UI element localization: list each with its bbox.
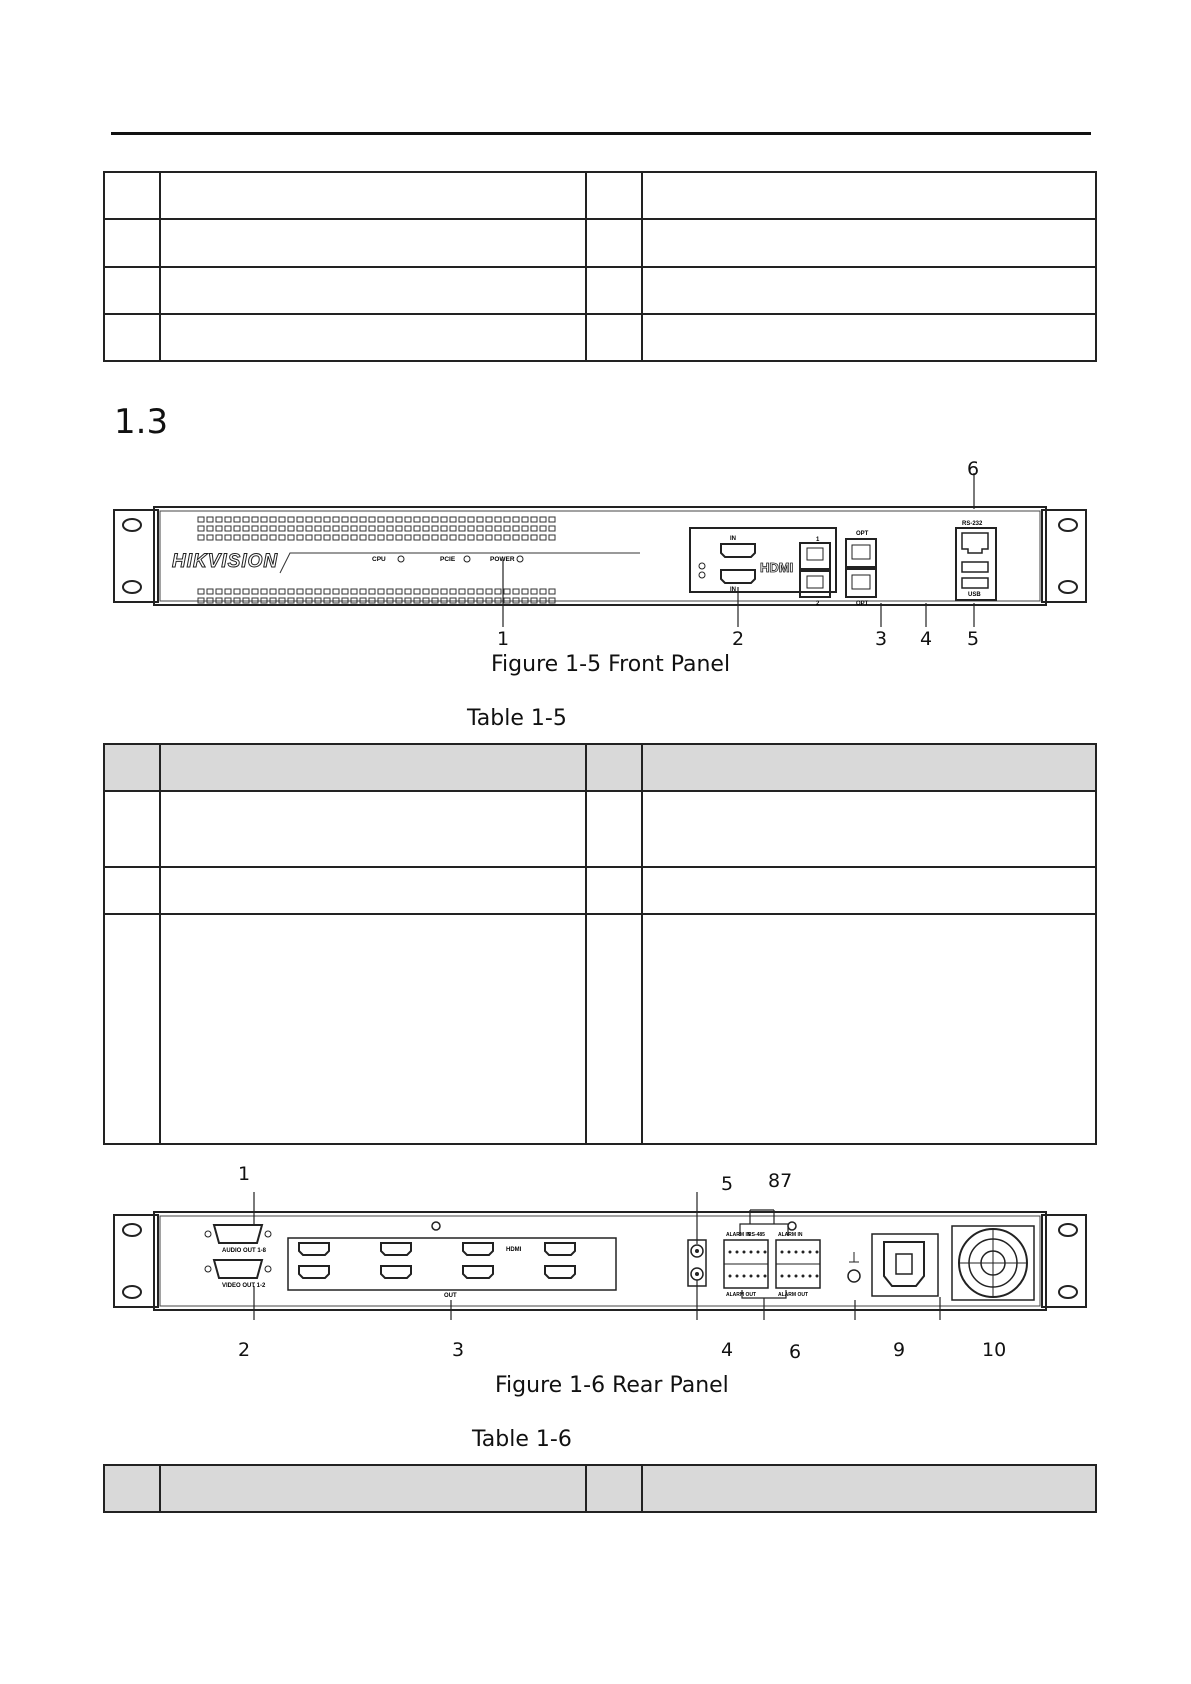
opt-top-label: OPT xyxy=(856,531,869,537)
hdmi-in-port-icon xyxy=(721,570,755,583)
optical-port-icon xyxy=(846,569,876,597)
figure-1-6-caption: Figure 1-6 Rear Panel xyxy=(495,1373,729,1398)
rear-callout-5: 5 xyxy=(721,1173,734,1195)
audio-out-label: AUDIO OUT 1-8 xyxy=(222,1248,267,1254)
alarm-in-label: ALARM IN xyxy=(726,1232,751,1238)
video-db-connector-icon xyxy=(214,1260,262,1278)
rear-hdmi-logo: HDMI xyxy=(506,1247,522,1253)
hdmi-out-port-icon xyxy=(545,1266,575,1278)
table-continued xyxy=(103,171,1097,362)
brand-logo: HIKVISION xyxy=(172,551,279,572)
rear-callout-87: 87 xyxy=(768,1170,793,1192)
hdmi-out-port-icon xyxy=(545,1243,575,1255)
table-1-6-caption: Table 1-6 xyxy=(472,1427,572,1452)
front-callout-4: 4 xyxy=(920,628,933,650)
eth-bottom-label: 2 xyxy=(816,601,820,607)
pcie-led-icon xyxy=(464,556,470,562)
cpu-led-label: CPU xyxy=(372,556,386,563)
hdmi-in-top-label: IN xyxy=(730,536,736,542)
rear-callout-9: 9 xyxy=(893,1339,906,1361)
table-header-row xyxy=(104,744,1096,791)
usb-label: USB xyxy=(968,592,981,598)
header-rule xyxy=(111,132,1091,135)
hdmi-out-port-icon xyxy=(463,1243,493,1255)
rear-callout-10: 10 xyxy=(982,1339,1007,1361)
optical-port-icon xyxy=(846,539,876,567)
video-out-label: VIDEO OUT 1-2 xyxy=(222,1283,266,1289)
rear-callout-1: 1 xyxy=(238,1163,251,1185)
table-row xyxy=(104,314,1096,361)
rear-callout-6: 6 xyxy=(789,1341,802,1363)
pcie-led-label: PCIE xyxy=(440,556,456,563)
ethernet-port-icon xyxy=(800,571,830,597)
front-callout-5: 5 xyxy=(967,628,980,650)
hdmi-in-port-icon xyxy=(721,544,755,557)
front-callout-6: 6 xyxy=(967,458,980,480)
power-inlet-icon xyxy=(884,1242,924,1286)
power-led-icon xyxy=(517,556,523,562)
table-1-6 xyxy=(103,1464,1097,1513)
hdmi-out-port-icon xyxy=(299,1243,329,1255)
table-header-row xyxy=(104,1465,1096,1512)
alarm-in-label-2: ALARM IN xyxy=(778,1232,803,1238)
power-led-label: POWER xyxy=(490,556,515,563)
rs485-label: RS-485 xyxy=(748,1232,765,1238)
ground-screw-icon xyxy=(848,1270,860,1282)
front-callout-3: 3 xyxy=(875,628,888,650)
rear-callout-3: 3 xyxy=(452,1339,465,1361)
table-row xyxy=(104,219,1096,267)
hdmi-out-port-icon xyxy=(381,1243,411,1255)
table-1-5-caption: Table 1-5 xyxy=(467,706,567,731)
hdmi-out-label: OUT xyxy=(444,1293,457,1299)
rs232-label: RS-232 xyxy=(962,521,983,527)
front-callout-1: 1 xyxy=(497,628,510,650)
hdmi-out-port-icon xyxy=(381,1266,411,1278)
ethernet-port-icon xyxy=(800,543,830,569)
opt-bottom-label: OPT xyxy=(856,601,869,607)
section-number: 1.3 xyxy=(114,402,169,442)
hdmi-out-port-icon xyxy=(463,1266,493,1278)
front-panel-figure xyxy=(110,455,1090,655)
hdmi-out-port-icon xyxy=(299,1266,329,1278)
audio-db-connector-icon xyxy=(214,1225,262,1243)
hdmi-logo: HDMI xyxy=(760,560,794,575)
rear-callout-4: 4 xyxy=(721,1339,734,1361)
alarm-out-label: ALARM OUT xyxy=(726,1292,756,1298)
cpu-led-icon xyxy=(398,556,404,562)
table-row xyxy=(104,791,1096,867)
rear-callout-2: 2 xyxy=(238,1339,251,1361)
rs232-port-icon xyxy=(962,533,988,553)
table-row xyxy=(104,172,1096,219)
eth-top-label: 1 xyxy=(816,537,820,543)
table-row xyxy=(104,914,1096,1144)
table-row xyxy=(104,867,1096,914)
figure-1-5-caption: Figure 1-5 Front Panel xyxy=(491,652,731,677)
alarm-out-label-2: ALARM OUT xyxy=(778,1292,808,1298)
table-row xyxy=(104,267,1096,314)
usb-port-icon xyxy=(962,562,988,572)
hdmi-in-bottom-label: IN xyxy=(730,587,736,593)
front-callout-2: 2 xyxy=(732,628,745,650)
usb-port-icon xyxy=(962,578,988,588)
table-1-5 xyxy=(103,743,1097,1145)
rear-panel-figure xyxy=(110,1180,1090,1350)
